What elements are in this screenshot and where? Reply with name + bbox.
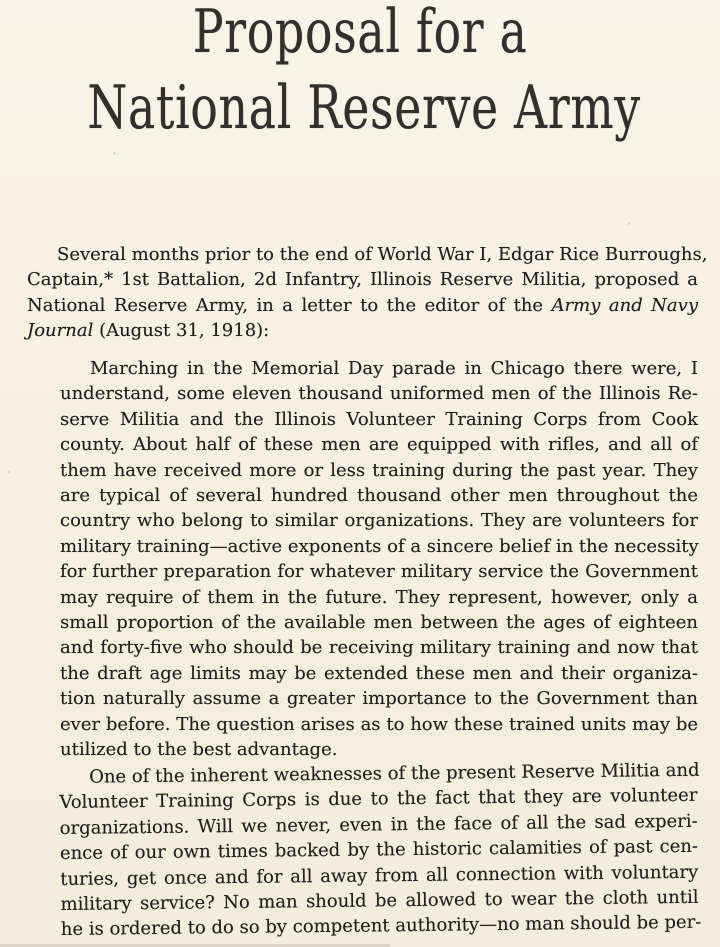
text-line: country who belong to similar organizations. They are volunteers for (60, 510, 698, 532)
text-line: county. About half of these men are equipped with rifles, and all of (60, 434, 698, 456)
scan-speck (628, 222, 630, 225)
text-line: he is ordered to do so by competent authority—no man should be per- (60, 911, 702, 940)
text-line: National Reserve Army, in a letter to the editor of the Army and Navy (27, 294, 699, 316)
text-line: for further preparation for whatever military service the Government (60, 561, 698, 583)
letter-paragraph-2 (59, 757, 702, 942)
text-line: turies, get once and for all away from all connection with voluntary (60, 860, 699, 890)
page-title-line-1 (0, 0, 720, 70)
text-line: Volunteer Training Corps is due to the fact that they are volunteer (59, 784, 698, 813)
text-line: military training—active exponents of a sincere belief in the necessity (60, 535, 699, 557)
text-line: the draft age limits may be extended these men and their organiza- (60, 662, 698, 684)
text-line: small proportion of the available men between the ages of eighteen (60, 612, 698, 634)
text-line: may require of them in the future. They represent, however, only a (60, 586, 698, 608)
text-line: organizations. Will we never, even in the face of all the sad experi- (59, 810, 698, 839)
text-line: ence of our own times backed by the historic calamities of past cen- (59, 835, 699, 864)
page-title (0, 0, 720, 146)
text-line: serve Militia and the Illinois Volunteer Training Corps from Cook (60, 408, 698, 430)
text-line: tion naturally assume a greater importance to the Government than (60, 688, 698, 710)
text-line: Marching in the Memorial Day parade in Chicago there were, I (90, 358, 698, 379)
text-line: Journal (August 31, 1918): (27, 320, 270, 342)
text-line: ever before. The question arises as to how these trained units may be (60, 713, 698, 735)
text-line: Several months prior to the end of World War I, Edgar Rice Burroughs, (57, 244, 708, 265)
text-line: military service? No man should be allowed to wear the cloth until (60, 886, 699, 915)
text-line: One of the inherent weaknesses of the present Reserve Militia and (89, 759, 700, 788)
scan-speck (113, 152, 116, 155)
text-line: and forty-five who should be receiving military training and now that (60, 637, 698, 659)
text-line: are typical of several hundred thousand other men throughout the (60, 485, 698, 507)
letter-paragraph-1 (60, 356, 698, 763)
quoted-letter (59, 356, 702, 942)
page-title-text-2: National Reserve Army (87, 73, 641, 143)
text-line: them have received more or less training during the past year. They (60, 459, 698, 481)
scan-speck (8, 470, 11, 474)
text-line: understand, some eleven thousand uniformed men of the Illinois Re- (60, 383, 698, 405)
page-title-line-2 (0, 70, 720, 146)
intro-paragraph (27, 242, 708, 344)
page-title-text-1: Proposal for a (192, 0, 528, 67)
text-line: utilized to the best advantage. (60, 739, 338, 761)
intro-paragraph-body (27, 242, 708, 344)
text-line: Captain,* 1st Battalion, 2d Infantry, Illinois Reserve Militia, proposed a (27, 269, 698, 291)
